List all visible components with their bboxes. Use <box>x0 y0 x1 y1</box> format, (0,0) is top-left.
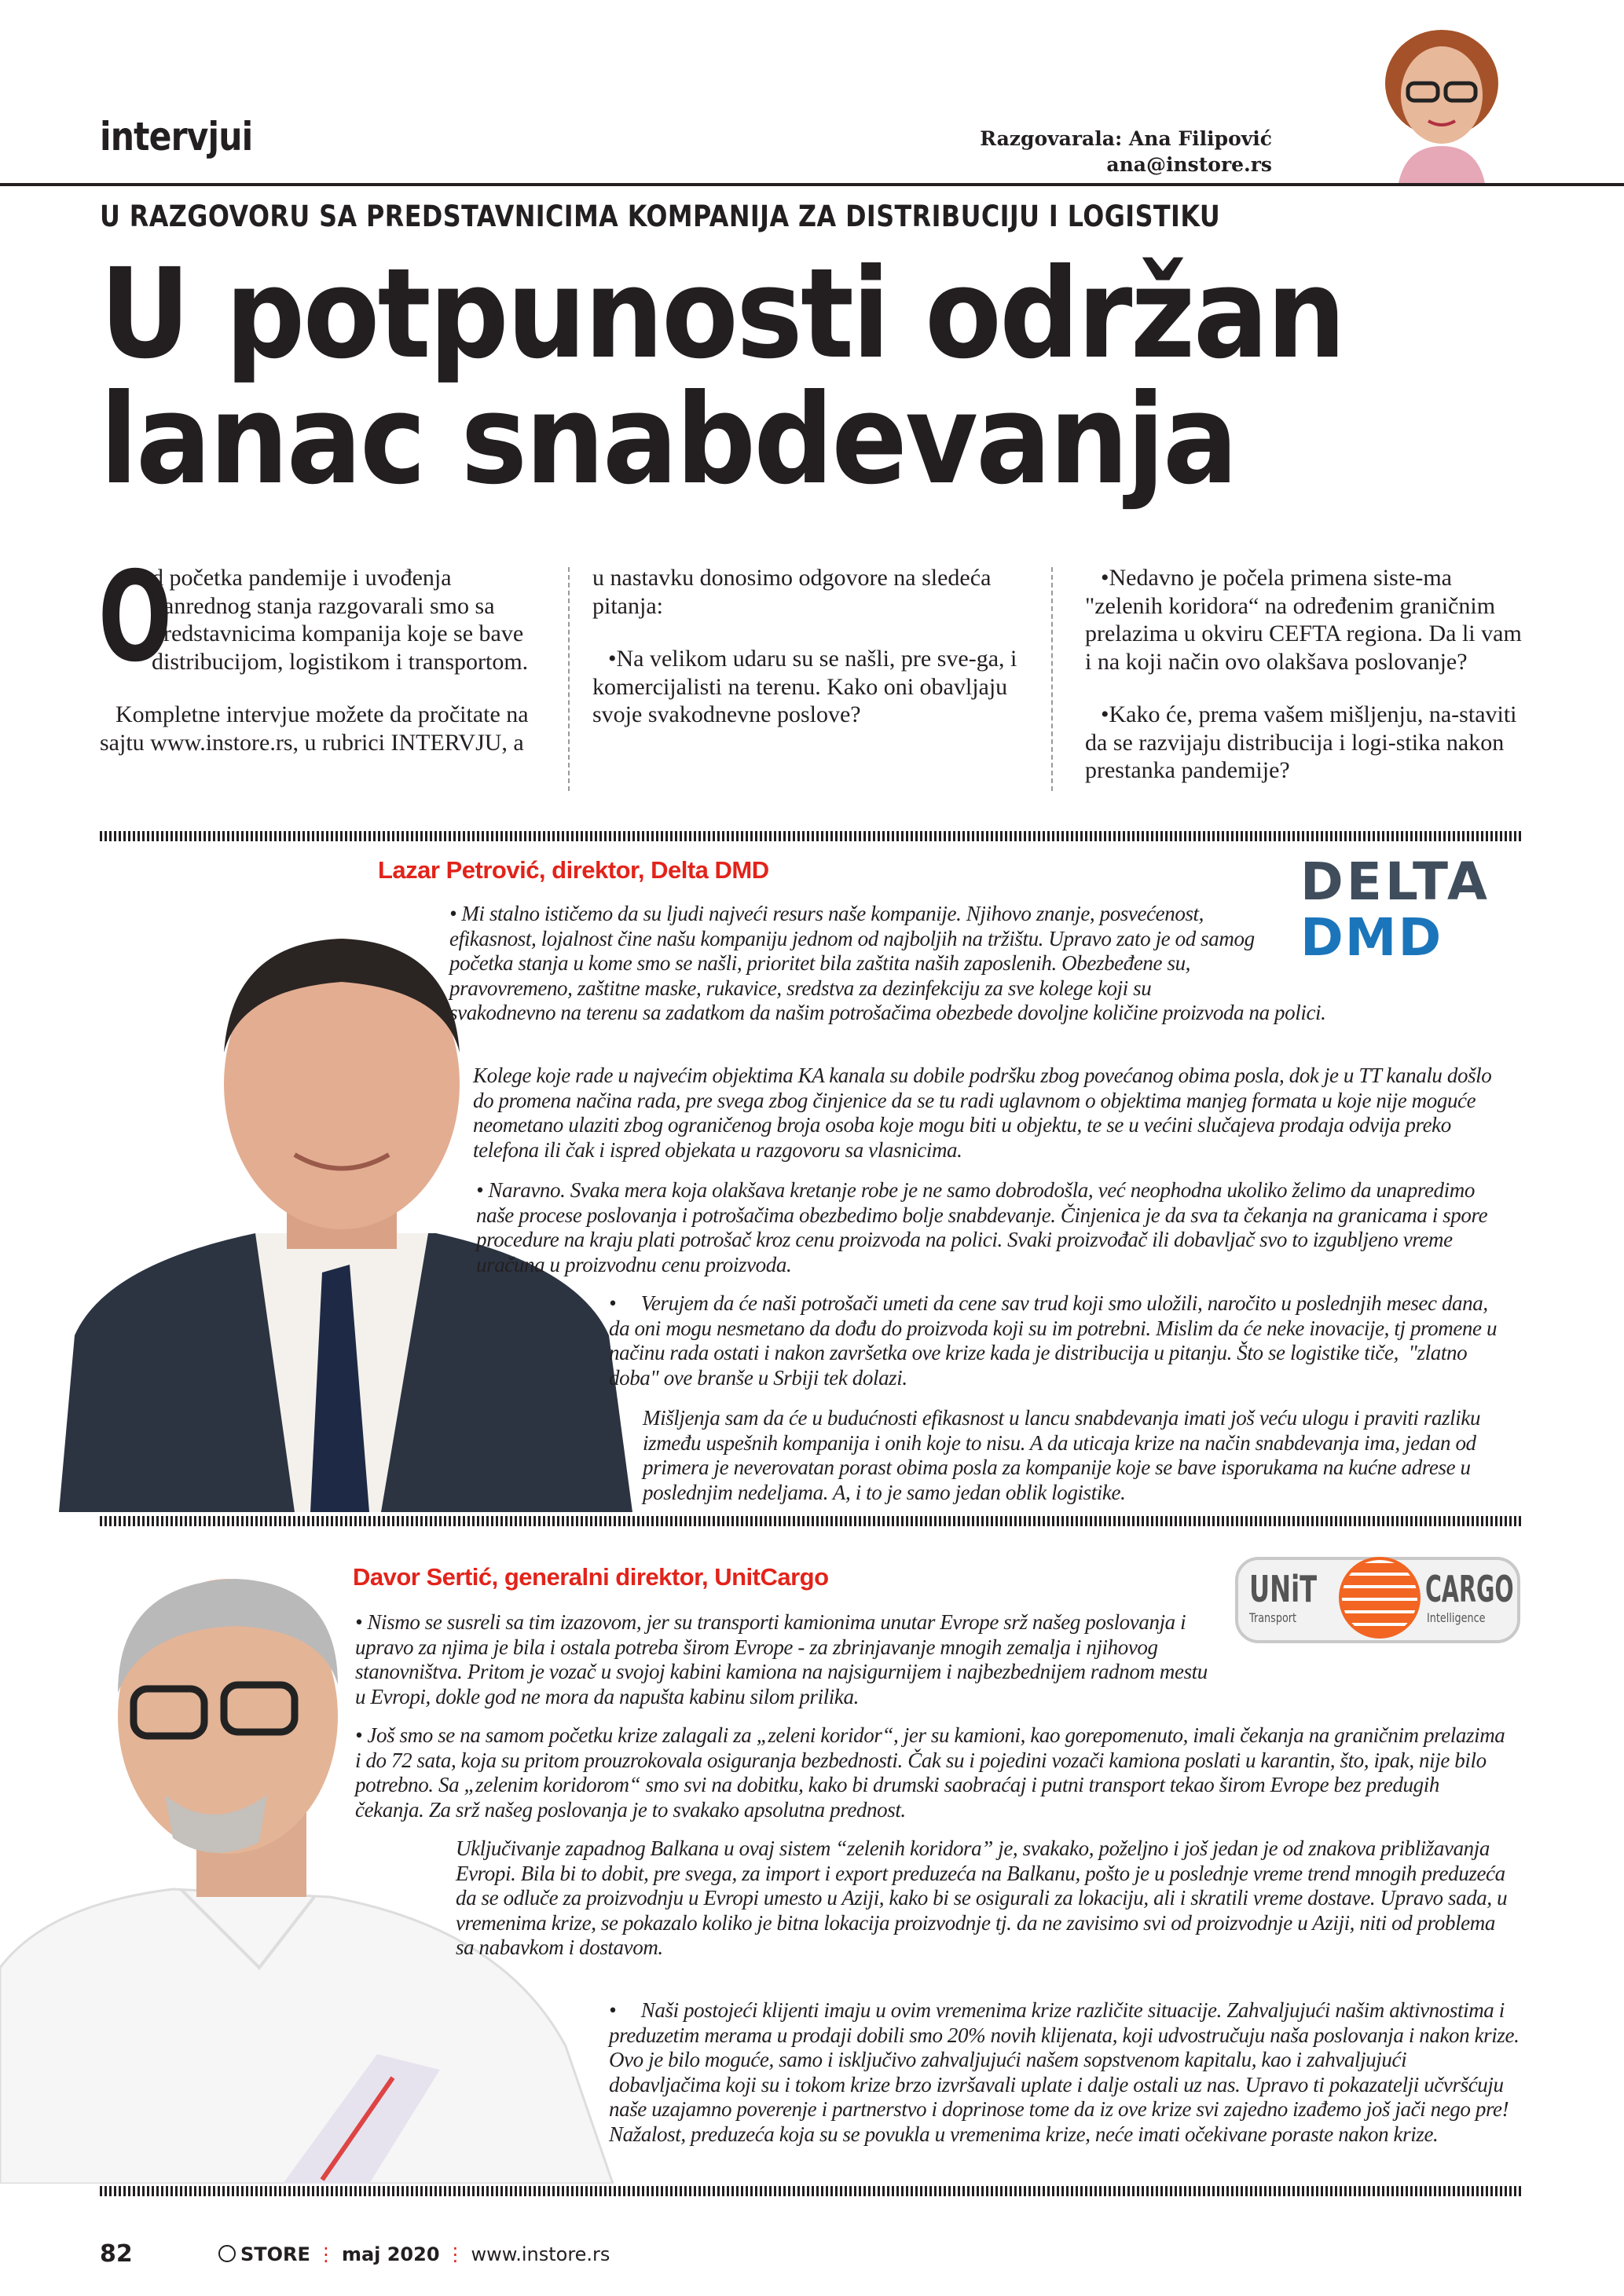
intro-paragraph: Kompletne intervjue možete da pročitate na sajtu www.instore.rs, u rubrici INTERVJU, a u nastavku donosimo odgovore na sledeća pitanja: <box>100 565 992 756</box>
delta-dmd-logo: DELTA DMD <box>1300 851 1490 968</box>
byline-email[interactable]: ana@instore.rs <box>1106 153 1272 176</box>
brand-name: STORE <box>240 2243 310 2265</box>
section-rule <box>100 1516 1523 1526</box>
intro-question: •Kako će, prema vašem mišljenju, na-staviti da se razvijaju distribucija i logi-stika nakon prestanka pandemije? <box>1085 701 1517 783</box>
header-rule <box>0 183 1624 186</box>
intro-paragraph: O d početka pandemije i uvođenja vanrednog stanja razgovarali smo sa predstavnicima kompanija koje se bave distribucijom, logistikom i transportom. <box>98 545 529 690</box>
intro-columns <box>98 545 1523 800</box>
answer-block <box>449 902 1471 1026</box>
title-line-2: lanac snabdevanja <box>100 368 1237 512</box>
section-rule <box>100 2186 1523 2196</box>
section-label: intervjui <box>100 114 253 159</box>
answer-paragraph: Mišljenja sam da će u budućnosti efikasnost u lancu snabdevanja imati još veću ulogu i praviti razliku između uspešnih kompanija i onih koje to nisu. A da uticaja krize na način snabdevanja ima, jedan od primera je neverovatan porast obima posla za kompanije koje se bave isporukama na kućne adrese u poslednjim nedeljama. A, i to je samo jedan oblik logistike. <box>643 1406 1481 1504</box>
column-divider <box>568 567 570 791</box>
author-photo <box>1367 20 1520 183</box>
answer-paragraph: • Nismo se susreli sa tim izazovom, jer su transporti kamionima unutar Evrope srž našeg poslovanja i upravo za njima je bila i ostala potreba širom Evrope - za zbrinjavanje mnogih zemalja i njihovog stanovništva. Pritom je vozač u svojoj kabini kamiona na najsigurnijem i najbezbednijem radnom mestu u Evropi, dokle god ne mora da napušta kabinu silom prilika. <box>355 1610 1208 1708</box>
answer-paragraph: Uključivanje zapadnog Balkana u ovaj sistem “zelenih koridora” je, svakako, poželjno i još jedan je od znakova približavanja Evropi. Bila bi to dobit, pre svega, za import i export preduzeća na Balkanu, pošto je u poslednje vreme trend mnogih preduzeća da se odluče za proizvodnju u Evropi umesto u Aziji, kako bi se osigurali za lokaciju, ali i skratili vreme dostave. Upravo sada, u vremenima krize, se pokazalo koliko je bitna lokacija proizvodnje tj. da ne zavisimo svi od proizvodnje u Aziji, niti od problema sa nabavkom i dostavom. <box>456 1836 1508 1959</box>
footer-brand: STORE ⋮ maj 2020 ⋮ www.instore.rs <box>218 2243 610 2265</box>
interviewee-name: Lazar Petrović, direktor, Delta DMD <box>378 856 769 884</box>
article-title <box>100 242 1344 512</box>
byline <box>980 126 1272 178</box>
footer-url[interactable]: www.instore.rs <box>471 2243 610 2265</box>
article-kicker: U RAZGOVORU SA PREDSTAVNICIMA KOMPANIJA ZA DISTRIBUCIJU I LOGISTIKU <box>100 200 1221 233</box>
column-divider <box>1051 567 1053 791</box>
intro-question: •Na velikom udaru su se našli, pre sve-ga, i komercijalisti na terenu. Kako oni obavljaju svoje svakodnevne poslove? <box>592 646 1017 727</box>
title-line-1: U potpunosti održan <box>100 242 1344 386</box>
globe-icon <box>1339 1557 1421 1639</box>
section-rule <box>100 831 1523 841</box>
answer-paragraph: • Naravno. Svaka mera koja olakšava kretanje robe je ne samo dobrodošla, već neophodna ukoliko želimo da unapredimo naše procese poslovanja i potrošačima obezbedimo bolje snabdevanje. Činjenica je da sva ta čekanja na granicama i spore procedure na kraju plati potrošač kroz cenu proizvoda na polici. Svaki proizvođač ili dobavljač svo to izgubljeno vreme uračuna u proizvodnu cenu proizvoda. <box>476 1178 1488 1276</box>
page-number: 82 <box>100 2240 133 2268</box>
instore-logo-icon <box>218 2245 236 2262</box>
interviewee-name: Davor Sertić, generalni direktor, UnitCargo <box>353 1563 829 1591</box>
drop-cap: O <box>98 545 173 690</box>
issue-date: maj 2020 <box>341 2243 440 2265</box>
answer-paragraph: • Verujem da će naši potrošači umeti da cene sav trud koji smo uložili, naročito u poslednjih mesec dana, da oni mogu nesmetano da dođu do proizvoda koji su im potrebni. Mislim da će neke inovacije, tj promene u načinu rada ostati i nakon završetka ove krize kada je distribucija u pitanju. Što se logistike tiče, "zlatno doba" ove branše u Srbiji tek dolazi. <box>609 1291 1502 1390</box>
answer-paragraph: Kolege koje rade u najvećim objektima KA kanala su dobile podršku zbog povećanog obima posla, dok je u TT kanalu došlo do promena načina rada, pre svega zbog činjenice da se tu radi uglavnom o objektima manjeg formata u koje nije moguće neometano ulaziti zbog ograničenog broja osoba koje mogu biti u objektu, te se u većini slučajeva prodaja odvija preko telefona ili čak i ispred objekata u razgovoru sa vlasnicima. <box>473 1064 1492 1162</box>
byline-author: Razgovarala: Ana Filipović <box>980 127 1272 150</box>
answer-paragraph: • Mi stalno ističemo da su ljudi najveći resurs naše kompanije. Njihovo znanje, posvećenost, efikasnost, lojalnost čine našu kompaniju jednom od najboljih na tržištu. Upravo zato je od samog početka stanja u kome smo se našli, prioritet bila zaštita naših zaposlenih. Obezbeđene su, pravovremeno, zaštitne maske, rukavice, sredstva za dezinfekciju za sve kolege koji su svakodnevno na terenu sa zadatkom da našim potrošačima obezbede dovoljne količine proizvoda na polici. <box>449 902 1326 1024</box>
answer-paragraph: • Još smo se na samom početku krize zalagali za „zeleni koridor“, jer su kamioni, kao gorepomenuto, imali čekanja na graničnim prelazima i do 72 sata, koja su pritom prouzrokovala osiguranja bezbednosti. Čak su i pojedini vozači kamiona poslati u karantin, što, ipak, nije bilo potrebno. Sa „zelenim koridorom“ smo svi na dobitku, kako bi drumski saobraćaj i putni transport tekao širom Evrope bez predugih čekanja. Za srž našeg poslovanja je to svakako apsolutna prednost. <box>355 1723 1505 1822</box>
unitcargo-logo: UNiT Transport CARGO Intelligence <box>1235 1557 1520 1643</box>
answer-paragraph: • Naši postojeći klijenti imaju u ovim vremenima krize različite situacije. Zahvaljujući našim aktivnostima i preduzetim merama u prodaji dobili smo 20% novih klijenata, koji udvostručuju naša poslovanja i nakon krize. Ovo je bilo moguće, samo i isključivo zahvaljujući našem sopstvenom kapitalu, kao i zahvaljujući dobavljačima koji su i tokom krize brzo izvršavali uplate i dalje ostali uz nas. Upravo ti pokazatelji učvršćuju naše uzajamno poverenje i partnerstvo i doprinose tome da iz ove krize svi zajedno izađemo još jači nego pre! Nažalost, preduzeća koja su se povukla u vremenima krize, neće imati očekivane poraste nakon krize. <box>609 1998 1524 2146</box>
intro-question: •Nedavno je počela primena siste-ma "zelenih koridora“ na određenim graničnim prelazima u okviru CEFTA regiona. Da li vam i na koji način ovo olakšava poslovanje? <box>1085 565 1522 675</box>
